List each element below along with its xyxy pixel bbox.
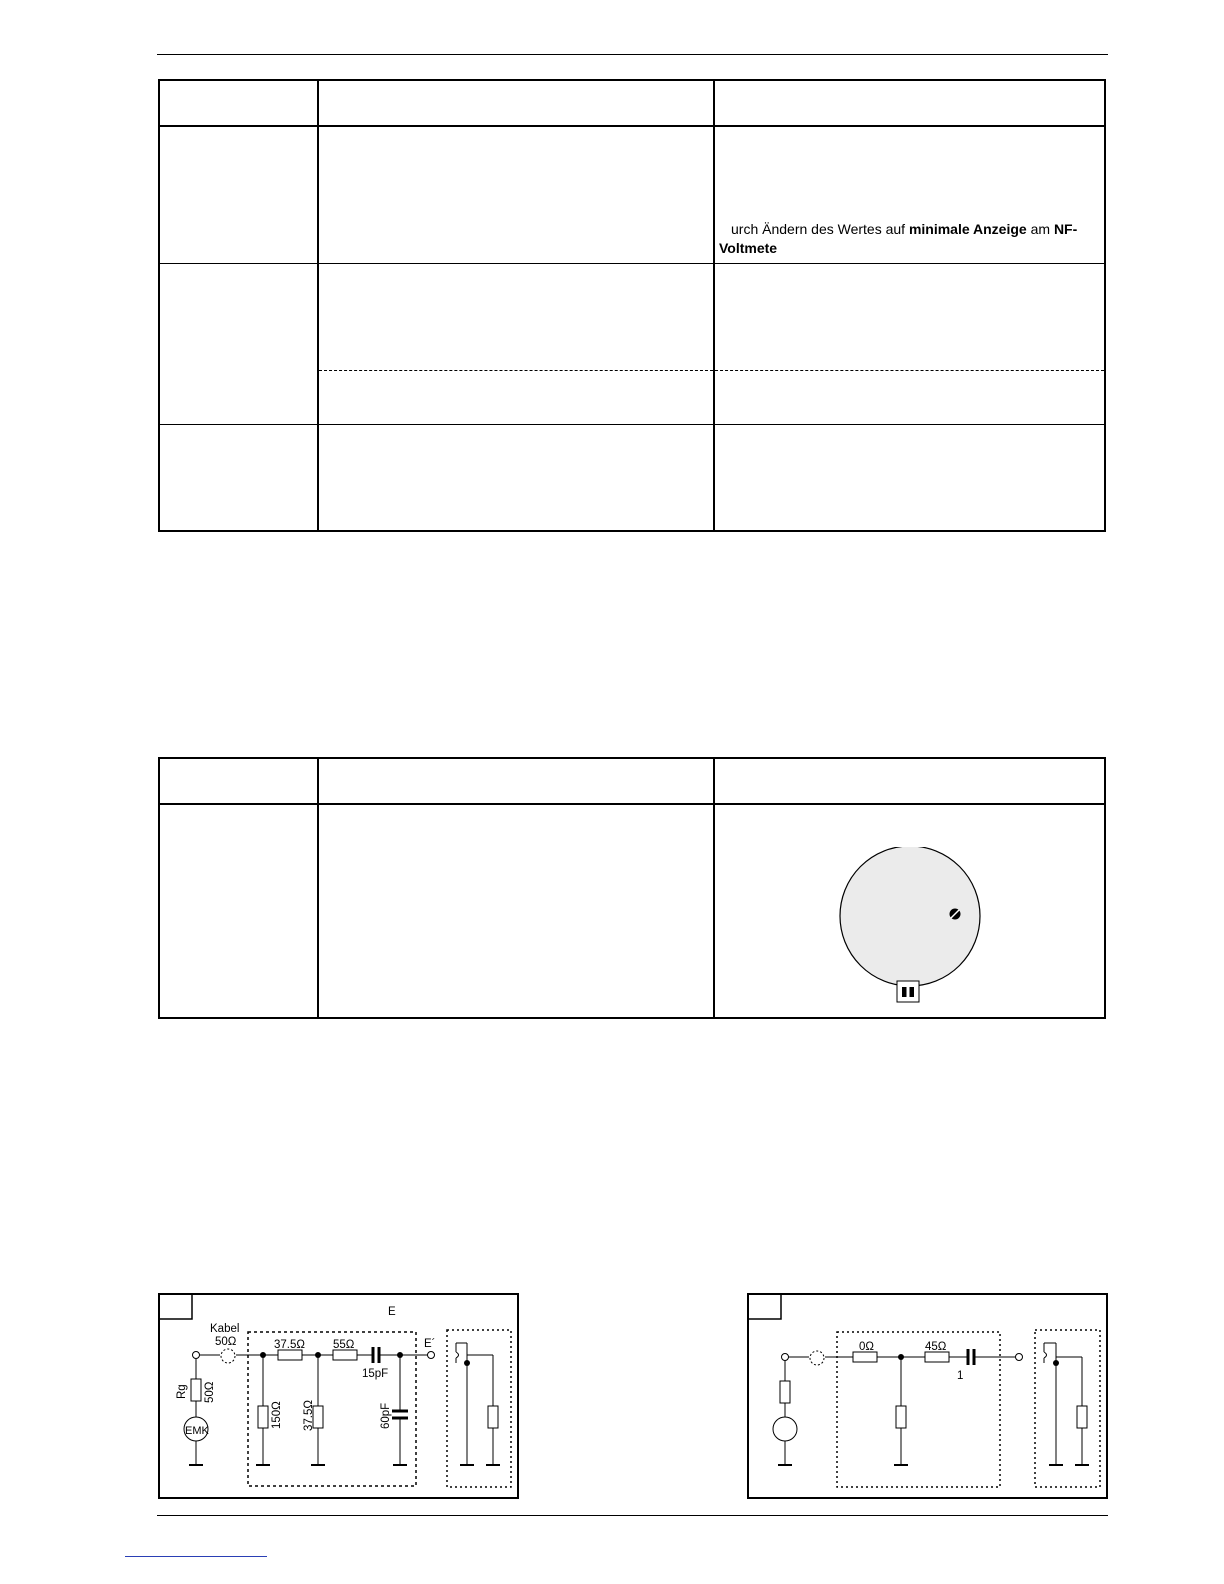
row-divider [160,424,1104,425]
column-divider [317,759,319,1017]
row-divider [160,263,1104,264]
table-1-cell-text [719,220,1099,258]
cell-text-prefix: urch Ändern des Wertes auf [731,221,909,237]
column-divider [713,759,715,1017]
cell-text-bold-1: minimale Anzeige [908,221,1027,237]
label-r3: 150Ω [271,1401,283,1429]
label-r4: 37.5Ω [303,1400,315,1431]
header-divider [160,125,1104,127]
label-r2: 55Ω [333,1339,355,1351]
label-c2: 60pF [380,1402,392,1429]
label-top-e: E [388,1306,396,1318]
column-divider [317,81,319,530]
header-divider [160,803,1104,805]
footer-rule [157,1515,1108,1516]
label-c1: 1 [957,1370,964,1382]
cell-text-bold-2: NF- [1053,221,1078,237]
label-source: EMK [185,1425,209,1437]
label-c1: 15pF [362,1368,389,1380]
potentiometer-illustration [836,847,986,1007]
label-rg: Rg [176,1384,188,1399]
table-1 [158,79,1106,532]
label-r1: 37.5Ω [274,1339,305,1351]
dashed-divider [319,370,1104,371]
cell-text-line-2: Voltmete [719,240,778,256]
label-rg-value: 50Ω [204,1381,216,1403]
column-divider [713,81,715,530]
label-cable-value: 50Ω [215,1336,237,1348]
label-r2: 45Ω [925,1341,947,1353]
cell-text-middle: am [1026,221,1054,237]
label-r1: 0Ω [859,1341,874,1353]
connector-tab [897,981,919,1002]
label-out: E´ [424,1338,436,1350]
footer-link-underline[interactable] [125,1556,267,1557]
header-rule [157,54,1108,55]
label-cable: Kabel [210,1323,240,1335]
circuit-diagram-left [158,1293,519,1499]
circuit-diagram-right [747,1293,1108,1499]
